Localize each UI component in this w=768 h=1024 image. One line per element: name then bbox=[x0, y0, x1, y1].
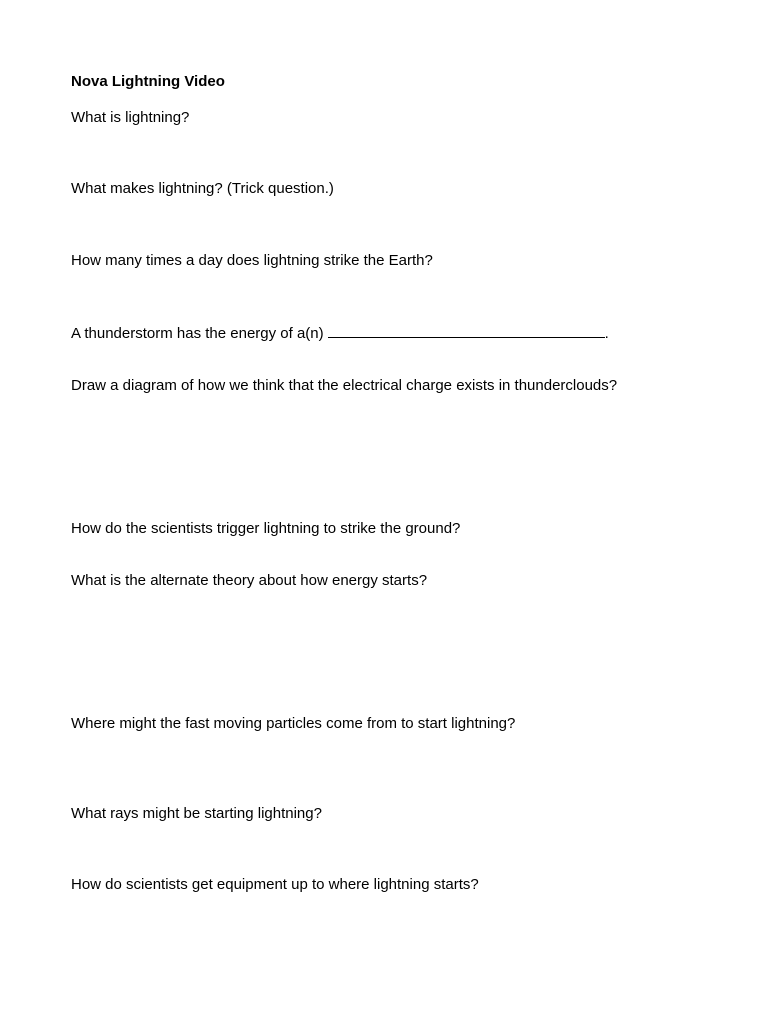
question-4-fill-in bbox=[71, 323, 609, 343]
question-2: What makes lightning? (Trick question.) bbox=[71, 180, 334, 197]
question-7: What is the alternate theory about how energy starts? bbox=[71, 572, 428, 589]
page-title: Nova Lightning Video bbox=[71, 73, 225, 90]
question-1: What is lightning? bbox=[71, 109, 190, 126]
question-5: Draw a diagram of how we think that the electrical charge exists in thunderclouds? bbox=[71, 377, 618, 394]
question-4-text: A thunderstorm has the energy of a(n) bbox=[71, 325, 324, 342]
question-9: What rays might be starting lightning? bbox=[71, 805, 322, 822]
question-8: Where might the fast moving particles come from to start lightning? bbox=[71, 715, 516, 732]
question-6: How do the scientists trigger lightning to strike the ground? bbox=[71, 520, 461, 537]
fill-in-period: . bbox=[604, 325, 609, 342]
question-10: How do scientists get equipment up to where lightning starts? bbox=[71, 876, 479, 893]
question-3: How many times a day does lightning strike the Earth? bbox=[71, 252, 433, 269]
fill-in-blank-line bbox=[328, 323, 605, 338]
